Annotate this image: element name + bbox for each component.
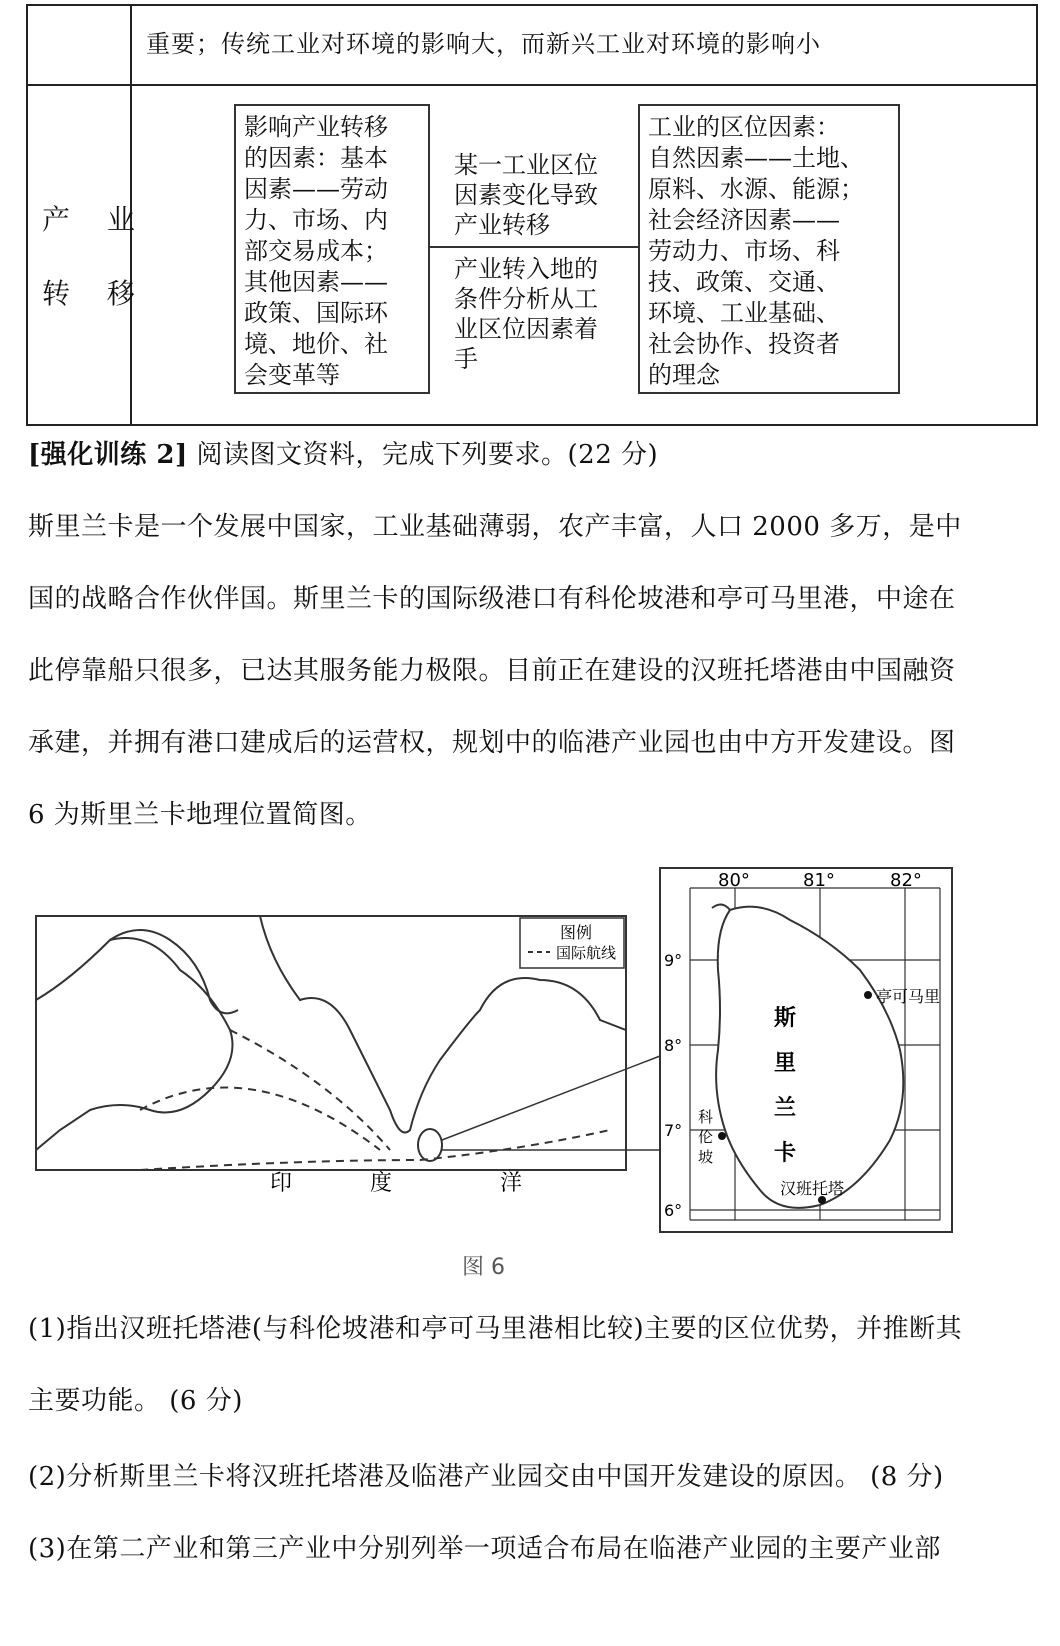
paragraph-line: 此停靠船只很多，已达其服务能力极限。目前正在建设的汉班托塔港由中国融资 xyxy=(28,656,956,686)
row-label-line1: 产 业 xyxy=(42,203,149,236)
country-char-3: 兰 xyxy=(774,1096,797,1121)
left-box-line: 政策、国际环 xyxy=(244,299,388,327)
ocean-char-2: 度 xyxy=(370,1171,393,1196)
lon-label-80: 80° xyxy=(718,870,750,891)
lon-label-82: 82° xyxy=(890,870,922,891)
left-box-line: 境、地价、社 xyxy=(244,330,388,358)
middle-bottom-line: 产业转入地的 xyxy=(454,255,598,283)
ocean-char-1: 印 xyxy=(270,1171,293,1196)
table-row-divider xyxy=(28,84,1036,86)
country-char-2: 里 xyxy=(774,1051,797,1076)
left-box-line: 的因素：基本 xyxy=(244,144,388,172)
legend-route-label: 国际航线 xyxy=(556,944,617,962)
colombo-char-2: 伦 xyxy=(698,1128,714,1146)
sri-lanka-location-map xyxy=(0,860,1060,1220)
left-box-line: 会变革等 xyxy=(244,361,340,389)
right-factor-box xyxy=(638,104,900,394)
ocean-char-3: 洋 xyxy=(500,1171,523,1196)
left-box-line: 力、市场、内 xyxy=(244,206,388,234)
right-box-line: 原料、水源、能源； xyxy=(648,175,864,203)
middle-bottom-line: 条件分析从工 xyxy=(454,285,598,313)
hambantota-label: 汉班托塔 xyxy=(780,1179,845,1198)
country-char-1: 斯 xyxy=(774,1006,797,1031)
colombo-port-dot xyxy=(718,1132,726,1140)
trincomalee-label: 亭可马里 xyxy=(876,987,941,1006)
right-box-line: 工业的区位因素： xyxy=(648,113,840,141)
right-box-line: 自然因素——土地、 xyxy=(648,144,864,172)
summary-table xyxy=(26,4,1038,426)
question-line: (2)分析斯里兰卡将汉班托塔港及临港产业园交由中国开发建设的原因。 (8 分) xyxy=(28,1462,944,1492)
left-factor-box xyxy=(234,104,430,394)
connector-line xyxy=(430,246,638,248)
row-label-line2: 转 移 xyxy=(42,277,149,310)
table-row1-text: 重要；传统工业对环境的影响大，而新兴工业对环境的影响小 xyxy=(146,30,821,58)
legend-title: 图例 xyxy=(560,923,593,942)
left-box-line: 影响产业转移 xyxy=(244,113,388,141)
sri-lanka-small xyxy=(418,1129,442,1161)
middle-bottom-line: 手 xyxy=(454,345,478,373)
lat-label-8: 8° xyxy=(664,1036,683,1055)
trincomalee-port-dot xyxy=(864,991,872,999)
lon-label-81: 81° xyxy=(803,870,835,891)
lat-label-7: 7° xyxy=(664,1121,683,1140)
middle-top-line: 产业转移 xyxy=(454,211,550,239)
middle-bottom-line: 业区位因素着 xyxy=(454,315,598,343)
paragraph-line: 承建，并拥有港口建成后的运营权，规划中的临港产业园也由中方开发建设。图 xyxy=(28,728,956,758)
figure-caption: 图 6 xyxy=(462,1255,505,1280)
lat-label-9: 9° xyxy=(664,951,683,970)
colombo-char-1: 科 xyxy=(698,1108,714,1126)
question-line: (3)在第二产业和第三产业中分别列举一项适合布局在临港产业园的主要产业部 xyxy=(28,1534,941,1564)
right-box-line: 社会经济因素—— xyxy=(648,206,840,234)
paragraph-line: 国的战略合作伙伴国。斯里兰卡的国际级港口有科伦坡港和亭可马里港，中途在 xyxy=(28,584,956,614)
right-box-line: 社会协作、投资者 xyxy=(648,330,840,358)
left-box-line: 因素——劳动 xyxy=(244,175,388,203)
right-box-line: 环境、工业基础、 xyxy=(648,299,840,327)
left-box-line: 部交易成本； xyxy=(244,237,388,265)
training-instruction: 阅读图文资料，完成下列要求。(22 分) xyxy=(187,440,659,470)
middle-top-text xyxy=(454,150,598,240)
right-box-line: 的理念 xyxy=(648,361,720,389)
middle-top-line: 因素变化导致 xyxy=(454,181,598,209)
right-box-line: 技、政策、交通、 xyxy=(648,268,840,296)
lat-label-6: 6° xyxy=(664,1201,683,1220)
middle-bottom-text xyxy=(454,254,598,374)
question-line: 主要功能。 (6 分) xyxy=(28,1386,243,1416)
country-char-4: 卡 xyxy=(774,1141,797,1166)
question-line: (1)指出汉班托塔港(与科伦坡港和亭可马里港相比较)主要的区位优势，并推断其 xyxy=(28,1314,963,1344)
training-heading-line xyxy=(28,434,1036,471)
middle-top-line: 某一工业区位 xyxy=(454,151,598,179)
paragraph-line: 6 为斯里兰卡地理位置简图。 xyxy=(28,800,372,830)
paragraph-line: 斯里兰卡是一个发展中国家，工业基础薄弱，农产丰富，人口 2000 多万，是中 xyxy=(28,512,962,542)
left-box-line: 其他因素—— xyxy=(244,268,388,296)
colombo-char-3: 坡 xyxy=(698,1148,714,1166)
right-box-line: 劳动力、市场、科 xyxy=(648,237,840,265)
training-heading: [强化训练 2] xyxy=(28,440,188,470)
